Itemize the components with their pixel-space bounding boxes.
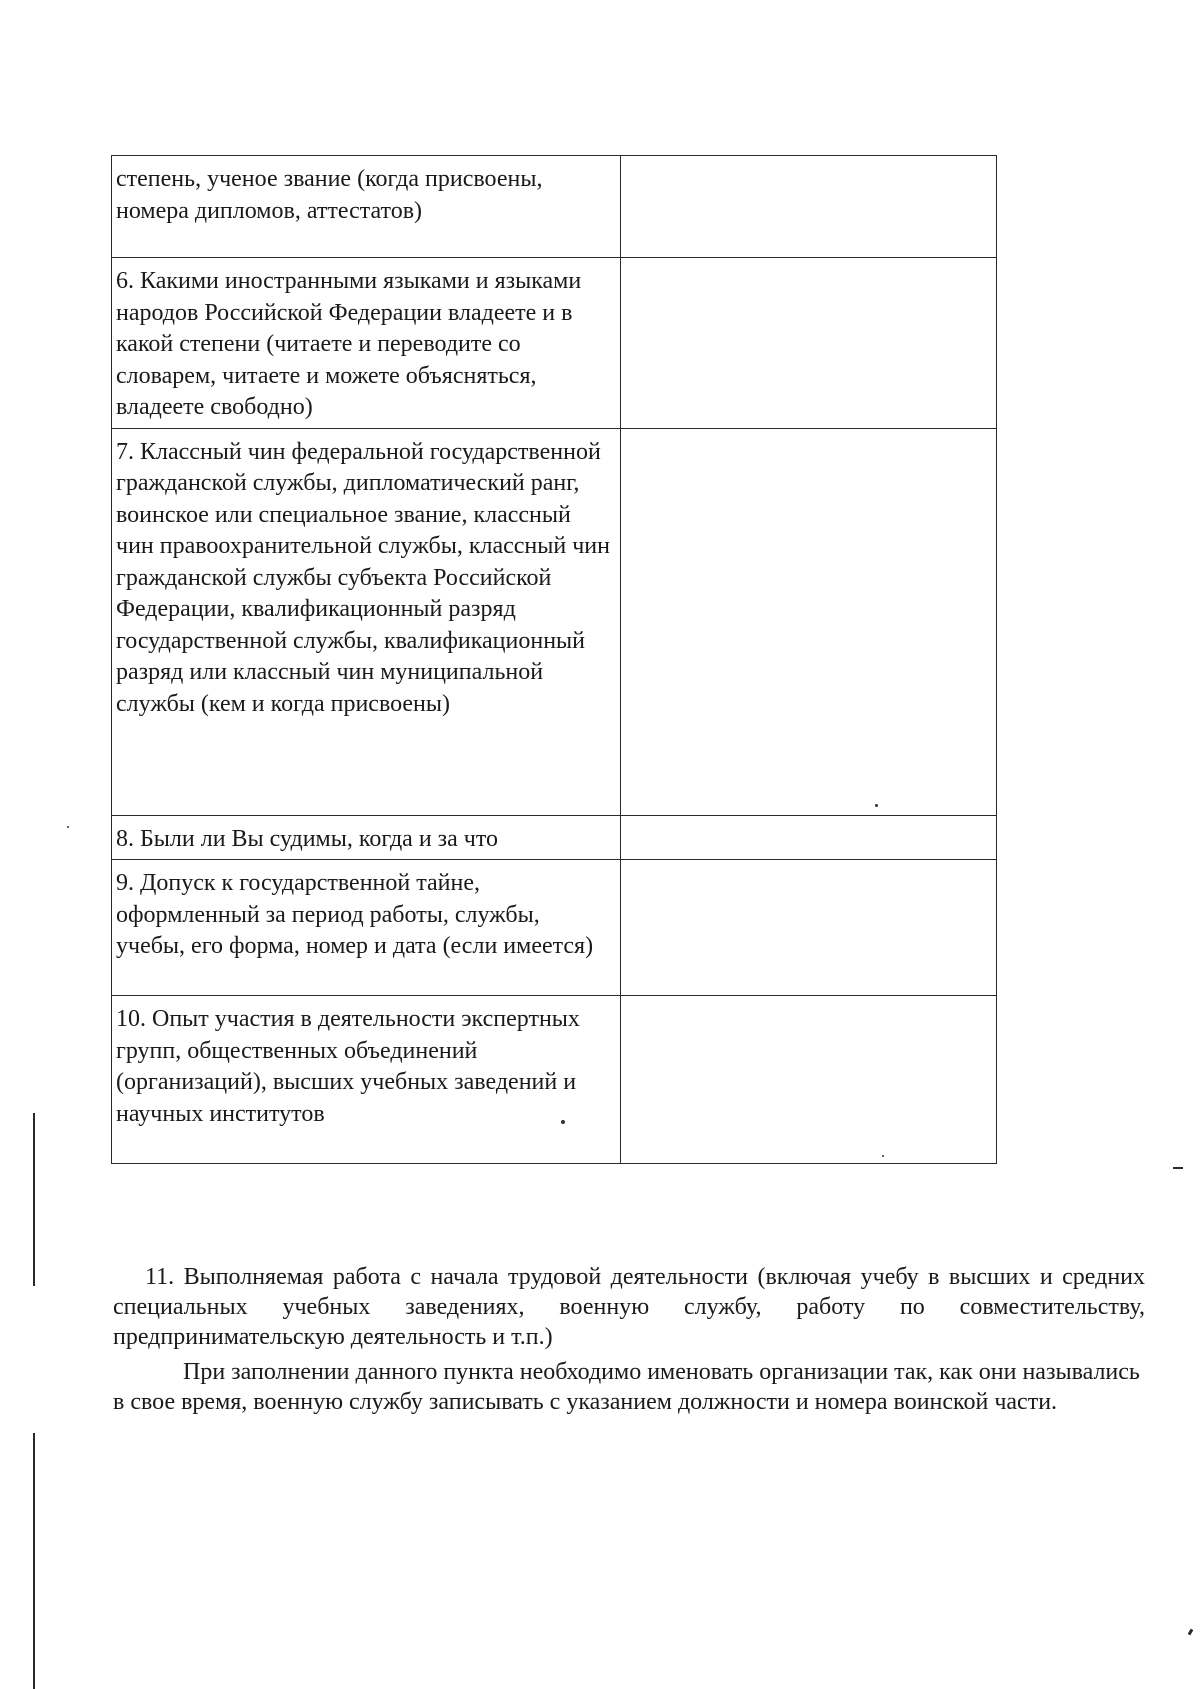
question-expert-experience: 10. Опыт участия в деятельности экспертных групп, общественных объединений (организаций), высших учебных заведений и научных институтов [112,996,621,1164]
question-state-secret: 9. Допуск к государственной тайне, оформленный за период работы, службы, учебы, его форма, номер и дата (если имеется) [112,860,621,996]
scan-artifact-dot [875,804,878,807]
answer-state-secret[interactable] [621,860,997,996]
answer-expert-experience[interactable] [621,996,997,1164]
table-row [112,428,997,815]
question-class-rank: 7. Классный чин федеральной государственной гражданской службы, дипломатический ранг, воинское или специальное звание, классный чин правоохранительной службы, классный чин гражданской службы субъекта Российской Федерации, квалификационный разряд государственной службы, квалификационный разряд или классный чин муниципальной службы (кем и когда присвоены) [112,428,621,815]
answer-degree[interactable] [621,156,997,258]
scan-artifact-dot [882,1155,884,1157]
section-11-note: При заполнении данного пункта необходимо именовать организации так, как они назывались в свое время, военную службу записывать с указанием должности и номера воинской части. [113,1359,1140,1415]
answer-languages[interactable] [621,258,997,429]
section-11-text: 11. Выполняемая работа с начала трудовой деятельности (включая учебу в высших и средних специальных учебных заведениях, военную службу, работу по совместительству, предпринимательскую деятельность и т.п.) [113,1264,1145,1350]
table-row [112,860,997,996]
scan-artifact-line [33,1113,35,1286]
table-row [112,815,997,860]
answer-convictions[interactable] [621,815,997,860]
question-degree: степень, ученое звание (когда присвоены, номера дипломов, аттестатов) [112,156,621,258]
scan-artifact-line [33,1433,35,1689]
scan-artifact-dot [67,826,69,828]
scan-artifact-tick [1188,1629,1194,1636]
scan-artifact-dot [561,1120,565,1124]
question-languages: 6. Какими иностранными языками и языками народов Российской Федерации владеете и в какой степени (читаете и переводите со словарем, читаете и можете объясняться, владеете свободно) [112,258,621,429]
scan-artifact-dash [1173,1167,1183,1169]
question-convictions: 8. Были ли Вы судимы, когда и за что [112,815,621,860]
questionnaire-table [111,155,997,1164]
table-row [112,258,997,429]
table-row [112,996,997,1164]
table-row [112,156,997,258]
answer-class-rank[interactable] [621,428,997,815]
